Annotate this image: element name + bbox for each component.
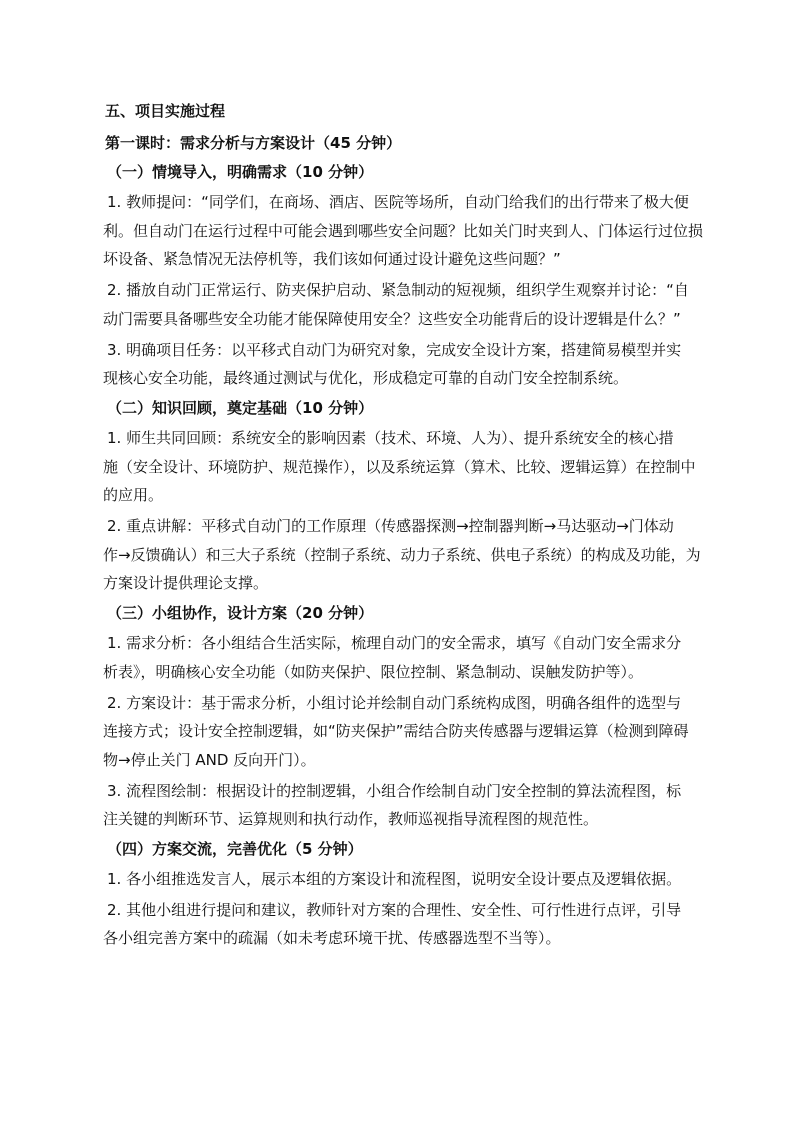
paragraph-line: 各小组完善方案中的疏漏（如未考虑环境干扰、传感器选型不当等）。 (103, 929, 561, 948)
paragraph-line: 坏设备、紧急情况无法停机等，我们该如何通过设计避免这些问题？” (103, 250, 561, 269)
paragraph-line: 现核心安全功能，最终通过测试与优化，形成稳定可靠的自动门安全控制系统。 (103, 369, 629, 388)
paragraph-line: 施（安全设计、环境防护、规范操作），以及系统运算（算术、比较、逻辑运算）在控制中 (103, 457, 696, 476)
subsection-heading: （一）情境导入，明确需求（10 分钟） (107, 163, 374, 181)
paragraph (105, 865, 719, 894)
document-page (105, 98, 719, 953)
paragraph (105, 777, 719, 834)
paragraph-line: 作→反馈确认）和三大子系统（控制子系统、动力子系统、供电子系统）的构成及功能，为 (103, 545, 701, 564)
paragraph-line: 1. 教师提问：“同学们，在商场、酒店、医院等场所，自动门给我们的出行带来了极大便 (107, 193, 689, 211)
paragraph-line: 注关键的判断环节、运算规则和执行动作，教师巡视指导流程图的规范性。 (103, 810, 599, 829)
paragraph (105, 896, 719, 953)
paragraph (105, 512, 719, 598)
paragraph-line: 2. 其他小组进行提问和建议，教师针对方案的合理性、安全性、可行性进行点评，引导 (107, 900, 682, 919)
paragraph-line: 动门需要具备哪些安全功能才能保障使用安全？这些安全功能背后的设计逻辑是什么？” (103, 309, 681, 328)
paragraph (105, 188, 719, 274)
paragraph-line: 1. 师生共同回顾：系统安全的影响因素（技术、环境、人为）、提升系统安全的核心措 (107, 428, 674, 447)
subsection-heading: （三）小组协作，设计方案（20 分钟） (107, 604, 374, 623)
paragraph-line: 的应用。 (103, 486, 164, 505)
paragraph-line: 连接方式；设计安全控制逻辑，如“防夹保护”需结合防夹传感器与逻辑运算（检测到障碍 (103, 722, 689, 741)
paragraph (105, 276, 719, 333)
paragraph (105, 336, 719, 393)
paragraph-line: 2. 方案设计：基于需求分析，小组讨论并绘制自动门系统构成图，明确各组件的选型与 (107, 693, 682, 712)
paragraph (105, 689, 719, 775)
subsection-heading: （二）知识回顾，奠定基础（10 分钟） (107, 398, 374, 417)
paragraph-line: 2. 重点讲解：平移式自动门的工作原理（传感器探测→控制器判断→马达驱动→门体动 (107, 517, 674, 536)
subsections (105, 159, 719, 953)
paragraph-line: 3. 明确项目任务：以平移式自动门为研究对象，完成安全设计方案，搭建简易模型并实 (107, 340, 682, 359)
paragraph-line: 方案设计提供理论支撑。 (103, 574, 269, 593)
paragraph-line: 1. 各小组推选发言人，展示本组的方案设计和流程图，说明安全设计要点及逻辑依据。 (107, 870, 682, 889)
paragraph-line: 析表》，明确核心安全功能（如防夹保护、限位控制、紧急制动、误触发防护等）。 (103, 662, 644, 681)
subsection-heading: （四）方案交流，完善优化（5 分钟） (107, 840, 363, 859)
paragraph-line: 利。但自动门在运行过程中可能会遇到哪些安全问题？比如关门时夹到人、门体运行过位损 (103, 221, 704, 240)
paragraph-line: 物→停止关门 AND 反向开门）。 (103, 750, 316, 769)
paragraph (105, 629, 719, 686)
section-title: 五、项目实施过程 (105, 102, 226, 120)
lesson-title: 第一课时：需求分析与方案设计（45 分钟） (105, 134, 402, 152)
paragraph-line: 3. 流程图绘制：根据设计的控制逻辑，小组合作绘制自动门安全控制的算法流程图，标 (107, 781, 682, 800)
paragraph (105, 424, 719, 510)
paragraph-line: 1. 需求分析：各小组结合生活实际，梳理自动门的安全需求，填写《自动门安全需求分 (107, 634, 682, 653)
paragraph-line: 2. 播放自动门正常运行、防夹保护启动、紧急制动的短视频，组织学生观察并讨论：“自 (107, 281, 689, 300)
